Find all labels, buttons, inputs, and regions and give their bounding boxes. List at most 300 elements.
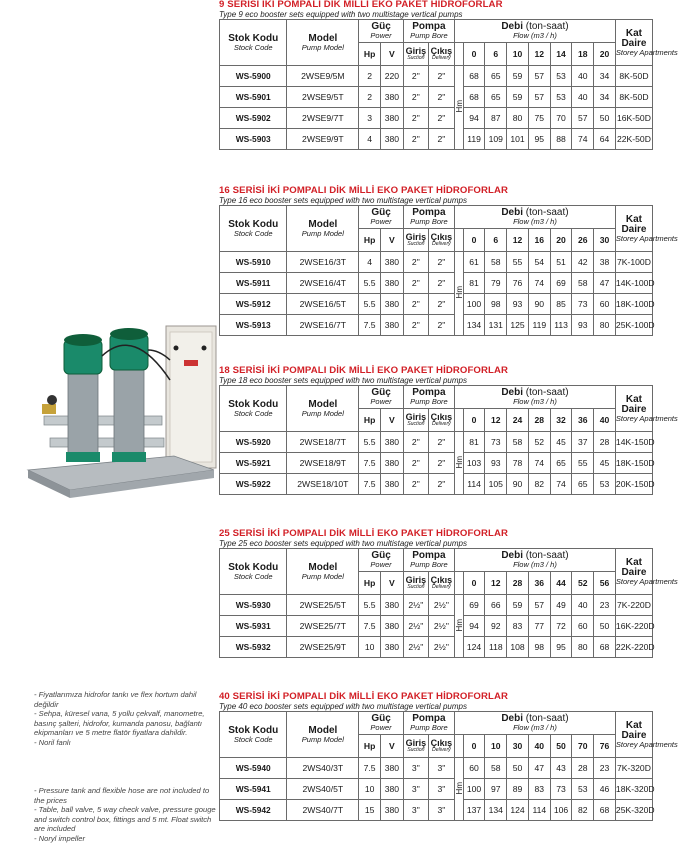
head-value-cell: 23: [594, 595, 616, 616]
head-value-cell: 58: [507, 432, 529, 453]
hp-cell: 10: [359, 637, 381, 658]
model-cell: 2WSE16/3T: [287, 252, 359, 273]
model-label: Model: [308, 32, 338, 44]
hm-unit-cell: [454, 595, 463, 658]
apartment-label: Daire: [621, 729, 647, 741]
series-section: [219, 691, 678, 821]
flow-rate-header: 12: [485, 572, 507, 595]
hp-cell: 5.5: [359, 273, 381, 294]
storey-label: Kat: [625, 393, 643, 405]
pump-label: Pompa: [412, 207, 446, 218]
model-cell: 2WSE9/7T: [287, 108, 359, 129]
volt-cell: 380: [380, 252, 403, 273]
flow-label-en: Flow (m3 / h): [513, 217, 557, 226]
head-value-cell: 55: [507, 252, 529, 273]
pump-label: Pompa: [412, 21, 446, 32]
head-value-cell: 119: [463, 129, 485, 150]
head-value-cell: 65: [485, 87, 507, 108]
head-value-cell: 57: [528, 87, 550, 108]
flow-header: [454, 206, 615, 229]
table-row: [220, 800, 653, 821]
storey-label: Kat: [625, 213, 643, 225]
model-cell: 2WS40/5T: [287, 779, 359, 800]
head-value-cell: 65: [550, 453, 572, 474]
flow-header: [454, 712, 615, 735]
suction-cell: 2": [403, 453, 428, 474]
head-value-cell: 79: [485, 273, 507, 294]
stock-code-label: Stok Kodu: [228, 724, 279, 736]
flow-label-main: Debi: [501, 713, 526, 724]
hp-cell: 7.5: [359, 758, 381, 779]
power-label-en: Power: [370, 723, 392, 732]
hp-cell: 5.5: [359, 294, 381, 315]
hm-label: Hm: [454, 618, 464, 632]
delivery-header: [428, 735, 454, 758]
flow-rate-header: 0: [463, 735, 485, 758]
head-value-cell: 87: [485, 108, 507, 129]
series-title: 40 SERİSİ İKİ POMPALI DİK MİLLİ EKO PAKET HİDROFORLAR: [219, 691, 509, 702]
head-value-cell: 54: [528, 252, 550, 273]
storey-cell: 18K-100D: [615, 294, 652, 315]
suction-cell: 2": [403, 252, 428, 273]
table-row: [220, 595, 653, 616]
stock-code-label-en: Stock Code: [233, 734, 273, 744]
storey-cell: 25K-320D: [615, 800, 652, 821]
flow-unit: (ton-saat): [525, 713, 569, 724]
suction-cell: 2": [403, 315, 428, 336]
head-value-cell: 88: [550, 129, 572, 150]
head-value-cell: 23: [594, 758, 616, 779]
hm-label: Hm: [454, 286, 464, 299]
table-row: [220, 129, 653, 150]
flow-rate-header: 12: [528, 43, 550, 66]
power-label-en: Power: [370, 560, 392, 569]
flow-rate-header: 0: [463, 229, 485, 252]
delivery-cell: 3": [428, 800, 454, 821]
model-label-en: Pump Model: [301, 228, 344, 238]
volt-cell: 380: [380, 294, 403, 315]
suction-label-en: Suction: [407, 240, 425, 247]
model-header: [287, 206, 359, 252]
flow-rate-header: 40: [528, 735, 550, 758]
pump-label-en: Pump Bore: [410, 217, 448, 226]
head-value-cell: 68: [594, 800, 616, 821]
storey-label-en: Storey Apartments: [615, 413, 678, 423]
suction-cell: 2": [403, 474, 428, 495]
head-value-cell: 108: [507, 637, 529, 658]
flow-rate-header: 44: [550, 572, 572, 595]
head-value-cell: 45: [594, 453, 616, 474]
suction-cell: 3": [403, 758, 428, 779]
delivery-label-en: Delivery: [432, 240, 451, 247]
head-value-cell: 46: [594, 779, 616, 800]
power-label: Güç: [371, 21, 391, 32]
delivery-label-en: Delivery: [432, 583, 451, 590]
stock-code-header: [220, 549, 287, 595]
power-label: Güç: [371, 713, 391, 724]
head-value-cell: 80: [594, 315, 616, 336]
storey-cell: 16K-220D: [615, 616, 652, 637]
head-value-cell: 47: [594, 273, 616, 294]
flow-label-en: Flow (m3 / h): [513, 560, 557, 569]
volt-cell: 380: [380, 87, 403, 108]
series-section: [219, 365, 678, 495]
volt-cell: 380: [380, 637, 403, 658]
stock-code-cell: WS-5942: [220, 800, 287, 821]
suction-label-en: Suction: [407, 583, 425, 590]
hm-label: Hm: [454, 781, 464, 795]
flow-rate-header: 36: [572, 409, 594, 432]
head-value-cell: 114: [528, 800, 550, 821]
series-subtitle: Type 40 eco booster sets equipped with two multistage vertical pumps: [219, 702, 467, 711]
head-value-cell: 50: [507, 758, 529, 779]
header-row: [220, 206, 653, 229]
head-value-cell: 77: [528, 616, 550, 637]
stock-code-cell: WS-5911: [220, 273, 287, 294]
hp-cell: 2: [359, 87, 381, 108]
model-label-en: Pump Model: [301, 571, 344, 581]
series-subtitle: Type 18 eco booster sets equipped with two multistage vertical pumps: [219, 376, 467, 385]
flow-rate-header: 14: [550, 43, 572, 66]
storey-cell: 14K-100D: [615, 273, 652, 294]
stock-code-cell: WS-5930: [220, 595, 287, 616]
storey-cell: 7K-320D: [615, 758, 652, 779]
volt-cell: 380: [380, 315, 403, 336]
head-value-cell: 73: [485, 432, 507, 453]
table-row: [220, 252, 653, 273]
head-value-cell: 125: [507, 315, 529, 336]
volt-cell: 380: [380, 453, 403, 474]
power-header: [359, 549, 404, 572]
pump-header: [403, 386, 454, 409]
head-value-cell: 105: [485, 474, 507, 495]
flow-label-en: Flow (m3 / h): [513, 723, 557, 732]
pump-header: [403, 712, 454, 735]
apartment-label: Daire: [621, 37, 647, 49]
head-value-cell: 89: [507, 779, 529, 800]
stock-code-label: Stok Kodu: [228, 561, 279, 573]
model-label-en: Pump Model: [301, 408, 344, 418]
hp-cell: 2: [359, 66, 381, 87]
storey-header: [615, 712, 678, 758]
stock-code-label-en: Stock Code: [233, 228, 273, 238]
head-value-cell: 119: [528, 315, 550, 336]
head-value-cell: 65: [485, 66, 507, 87]
pump-label: Pompa: [412, 550, 446, 561]
model-cell: 2WSE9/5M: [287, 66, 359, 87]
volt-header: V: [380, 229, 403, 252]
delivery-label: Çıkış: [430, 574, 453, 585]
table-row: [220, 87, 653, 108]
suction-label: Giriş: [405, 411, 427, 422]
suction-cell: 2": [403, 108, 428, 129]
flow-rate-header: 36: [528, 572, 550, 595]
apartment-label: Daire: [621, 566, 647, 578]
delivery-cell: 2": [428, 453, 454, 474]
stock-code-label-en: Stock Code: [233, 571, 273, 581]
flow-rate-header: 6: [485, 229, 507, 252]
suction-cell: 2": [403, 294, 428, 315]
hp-cell: 5.5: [359, 595, 381, 616]
power-label: Güç: [371, 387, 391, 398]
delivery-cell: 2": [428, 108, 454, 129]
head-value-cell: 40: [572, 595, 594, 616]
delivery-label-en: Delivery: [432, 420, 451, 427]
head-value-cell: 94: [463, 108, 485, 129]
head-value-cell: 101: [507, 129, 529, 150]
table-row: [220, 474, 653, 495]
volt-header: V: [380, 43, 403, 66]
hp-header: Hp: [359, 43, 381, 66]
head-value-cell: 80: [507, 108, 529, 129]
head-value-cell: 90: [507, 474, 529, 495]
flow-unit: (ton-saat): [525, 550, 569, 561]
series-section: [219, 185, 678, 336]
series-subtitle: Type 16 eco booster sets equipped with two multistage vertical pumps: [219, 196, 467, 205]
head-value-cell: 52: [528, 432, 550, 453]
head-value-cell: 60: [463, 758, 485, 779]
head-value-cell: 124: [507, 800, 529, 821]
storey-header: [615, 206, 678, 252]
hp-cell: 7.5: [359, 315, 381, 336]
flow-unit: (ton-saat): [525, 21, 569, 32]
storey-cell: 7K-100D: [615, 252, 652, 273]
storey-cell: 18K-320D: [615, 779, 652, 800]
head-value-cell: 65: [572, 474, 594, 495]
hm-unit-cell: [454, 432, 463, 495]
series-title: 9 SERİSİ İKİ POMPALI DİK MİLLİ EKO PAKET HİDROFORLAR: [219, 0, 503, 10]
series-section: [219, 528, 678, 658]
head-value-cell: 34: [594, 87, 616, 108]
flow-rate-header: 30: [507, 735, 529, 758]
header-row: [220, 549, 653, 572]
flow-header: [454, 386, 615, 409]
hp-header: Hp: [359, 229, 381, 252]
power-label-en: Power: [370, 397, 392, 406]
apartment-label: Daire: [621, 403, 647, 415]
pump-label-en: Pump Bore: [410, 31, 448, 40]
head-value-cell: 28: [572, 758, 594, 779]
head-value-cell: 98: [528, 637, 550, 658]
volt-header: V: [380, 409, 403, 432]
flow-label-en: Flow (m3 / h): [513, 397, 557, 406]
suction-header: [403, 43, 428, 66]
hp-cell: 7.5: [359, 453, 381, 474]
head-value-cell: 59: [507, 87, 529, 108]
delivery-cell: 2": [428, 129, 454, 150]
flow-rate-header: 52: [572, 572, 594, 595]
flow-header: [454, 549, 615, 572]
power-header: [359, 20, 404, 43]
head-value-cell: 137: [463, 800, 485, 821]
stock-code-cell: WS-5903: [220, 129, 287, 150]
flow-rate-header: 70: [572, 735, 594, 758]
suction-label: Giriş: [405, 231, 427, 242]
flow-label-en: Flow (m3 / h): [513, 31, 557, 40]
flow-label-main: Debi: [501, 207, 526, 218]
head-value-cell: 100: [463, 779, 485, 800]
model-cell: 2WSE25/5T: [287, 595, 359, 616]
table-row: [220, 432, 653, 453]
head-value-cell: 113: [550, 315, 572, 336]
stock-code-cell: WS-5932: [220, 637, 287, 658]
model-label: Model: [308, 398, 338, 410]
series-title: 18 SERİSİ İKİ POMPALI DİK MİLLİ EKO PAKET HİDROFORLAR: [219, 365, 509, 376]
delivery-label: Çıkış: [430, 45, 453, 56]
model-label: Model: [308, 724, 338, 736]
stock-code-cell: WS-5913: [220, 315, 287, 336]
head-value-cell: 57: [528, 595, 550, 616]
stock-code-cell: WS-5941: [220, 779, 287, 800]
volt-cell: 380: [380, 616, 403, 637]
note-tr-2: - Sehpa, küresel vana, 5 yollu çekvalf, manometre, basınç şalteri, hidrofor, kumanda panosu, bağlantı ekipmanları ve 5 metre flatör fiyatlara dahildir.: [34, 709, 205, 738]
stock-code-cell: WS-5920: [220, 432, 287, 453]
volt-cell: 380: [380, 800, 403, 821]
stock-code-label-en: Stock Code: [233, 42, 273, 52]
note-en-3: - Noryl impeller: [34, 833, 86, 843]
hp-header: Hp: [359, 572, 381, 595]
booster-set-product-image: [24, 320, 220, 515]
model-cell: 2WSE25/9T: [287, 637, 359, 658]
head-value-cell: 58: [572, 273, 594, 294]
head-value-cell: 40: [572, 87, 594, 108]
hp-cell: 15: [359, 800, 381, 821]
pump-label: Pompa: [412, 387, 446, 398]
stock-code-header: [220, 386, 287, 432]
head-value-cell: 53: [550, 66, 572, 87]
head-value-cell: 50: [594, 616, 616, 637]
volt-cell: 380: [380, 108, 403, 129]
head-value-cell: 83: [528, 779, 550, 800]
stock-code-cell: WS-5902: [220, 108, 287, 129]
flow-rate-header: 30: [594, 229, 616, 252]
head-value-cell: 69: [463, 595, 485, 616]
delivery-cell: 2½": [428, 616, 454, 637]
table-row: [220, 273, 653, 294]
hm-spacer: [454, 409, 463, 432]
note-en-1: - Pressure tank and flexible hose are not included to the prices: [34, 786, 210, 805]
head-value-cell: 81: [463, 432, 485, 453]
suction-header: [403, 409, 428, 432]
storey-cell: 22K-50D: [615, 129, 652, 150]
flow-unit: (ton-saat): [525, 207, 569, 218]
flow-label-main: Debi: [501, 21, 526, 32]
power-label-en: Power: [370, 31, 392, 40]
head-value-cell: 106: [550, 800, 572, 821]
storey-header: [615, 549, 678, 595]
hp-cell: 5.5: [359, 432, 381, 453]
model-cell: 2WSE16/7T: [287, 315, 359, 336]
pump-label: Pompa: [412, 713, 446, 724]
storey-label-en: Storey Apartments: [615, 233, 678, 243]
volt-cell: 380: [380, 273, 403, 294]
flow-rate-header: 24: [507, 409, 529, 432]
delivery-label-en: Delivery: [432, 54, 451, 61]
power-label: Güç: [371, 550, 391, 561]
power-header: [359, 386, 404, 409]
head-value-cell: 53: [550, 87, 572, 108]
suction-cell: 2½": [403, 595, 428, 616]
hp-cell: 7.5: [359, 616, 381, 637]
head-value-cell: 74: [528, 453, 550, 474]
head-value-cell: 94: [463, 616, 485, 637]
head-value-cell: 103: [463, 453, 485, 474]
hm-spacer: [454, 43, 463, 66]
flow-rate-header: 28: [507, 572, 529, 595]
head-value-cell: 81: [463, 273, 485, 294]
head-value-cell: 97: [485, 779, 507, 800]
head-value-cell: 74: [572, 129, 594, 150]
model-header: [287, 712, 359, 758]
delivery-cell: 2": [428, 273, 454, 294]
head-value-cell: 134: [463, 315, 485, 336]
flow-rate-header: 0: [463, 572, 485, 595]
head-value-cell: 43: [550, 758, 572, 779]
hp-cell: 7.5: [359, 474, 381, 495]
model-cell: 2WS40/3T: [287, 758, 359, 779]
power-header: [359, 206, 404, 229]
head-value-cell: 134: [485, 800, 507, 821]
storey-header: [615, 20, 678, 66]
delivery-cell: 3": [428, 758, 454, 779]
model-label: Model: [308, 218, 338, 230]
delivery-label: Çıkış: [430, 231, 453, 242]
suction-cell: 2½": [403, 616, 428, 637]
flow-rate-header: 56: [594, 572, 616, 595]
delivery-header: [428, 409, 454, 432]
note-tr-3: - Noril fanlı: [34, 737, 71, 747]
series-title: 16 SERİSİ İKİ POMPALI DİK MİLLİ EKO PAKET HİDROFORLAR: [219, 185, 509, 196]
hm-unit-cell: [454, 66, 463, 150]
note-tr-1: - Fiyatlarımıza hidrofor tankı ve flex hortum dahil değildir: [34, 690, 197, 709]
hm-spacer: [454, 229, 463, 252]
head-value-cell: 51: [550, 252, 572, 273]
power-header: [359, 712, 404, 735]
storey-cell: 25K-100D: [615, 315, 652, 336]
head-value-cell: 70: [550, 108, 572, 129]
model-cell: 2WSE9/9T: [287, 129, 359, 150]
head-value-cell: 131: [485, 315, 507, 336]
flow-rate-header: 20: [594, 43, 616, 66]
head-value-cell: 61: [463, 252, 485, 273]
suction-cell: 2": [403, 129, 428, 150]
flow-rate-header: 50: [550, 735, 572, 758]
delivery-cell: 2": [428, 474, 454, 495]
head-value-cell: 38: [594, 252, 616, 273]
head-value-cell: 78: [507, 453, 529, 474]
flow-rate-header: 6: [485, 43, 507, 66]
spec-table: [219, 205, 678, 336]
note-en-2: - Table, ball valve, 5 way check valve, pressure gouge and switch control box, fittings and 5 mt. Float switch are included: [34, 805, 216, 834]
head-value-cell: 73: [550, 779, 572, 800]
stock-code-cell: WS-5901: [220, 87, 287, 108]
head-value-cell: 72: [550, 616, 572, 637]
suction-cell: 2": [403, 66, 428, 87]
pump-label-en: Pump Bore: [410, 723, 448, 732]
head-value-cell: 58: [485, 252, 507, 273]
head-value-cell: 93: [572, 315, 594, 336]
flow-rate-header: 10: [507, 43, 529, 66]
spec-table: [219, 19, 678, 150]
head-value-cell: 76: [507, 273, 529, 294]
suction-label-en: Suction: [407, 54, 425, 61]
model-header: [287, 549, 359, 595]
delivery-cell: 2": [428, 294, 454, 315]
suction-header: [403, 572, 428, 595]
flow-rate-header: 26: [572, 229, 594, 252]
head-value-cell: 109: [485, 129, 507, 150]
head-value-cell: 93: [485, 453, 507, 474]
